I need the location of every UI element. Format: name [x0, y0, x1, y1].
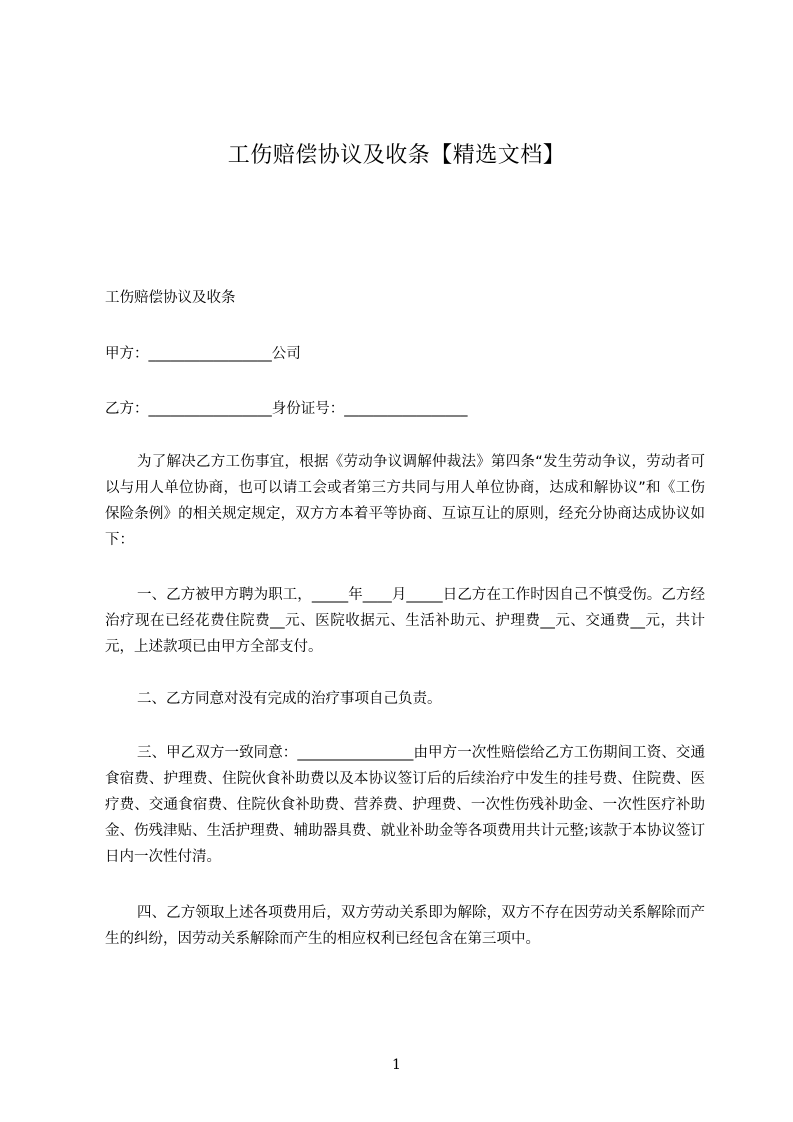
document-title: 工伤赔偿协议及收条【精选文档】 [227, 143, 566, 168]
clause-4-paragraph: 四、乙方领取上述各项费用后，双方劳动关系即为解除，双方不存在因劳动关系解除而产生的纠纷，因劳动关系解除而产生的相应权利已经包含在第三项中。 [105, 905, 705, 947]
party-b-line: 乙方：_________________身份证号：_________________ [105, 401, 468, 417]
page-number: 1 [392, 1057, 401, 1073]
clause-3-paragraph: 三、甲乙双方一致同意：________________由甲方一次性赔偿给乙方工伤期间工资、交通食宿费、护理费、住院伙食补助费以及本协议签订后的后续治疗中发生的挂号费、住院费、医疗费、交通食宿费、住院伙食补助费、营养费、护理费、一次性伤残补助金、一次性医疗补助金、伤残津贴、生活护理费、辅助器具费、就业补助金等各项费用共计元整;该款于本协议签订日内一次性付清。 [105, 745, 705, 865]
section-heading: 工伤赔偿协议及收条 [105, 290, 236, 306]
party-a-line: 甲方：_________________公司 [105, 346, 301, 362]
preamble-paragraph: 为了解决乙方工伤事宜，根据《劳动争议调解仲裁法》第四条“发生劳动争议，劳动者可以与用人单位协商，也可以请工会或者第三方共同与用人单位协商，达成和解协议”和《工伤保险条例》的相关规定规定，双方方本着平等协商、互谅互让的原则，经充分协商达成协议如下： [105, 454, 705, 548]
clause-2-paragraph: 二、乙方同意对没有完成的治疗事项自己负责。 [137, 691, 442, 707]
clause-1-paragraph: 一、乙方被甲方聘为职工，_____年____月_____日乙方在工作时因自己不慎受伤。乙方经治疗现在已经花费住院费__元、医院收据元、生活补助元、护理费__元、交通费__元，共计元，上述款项已由甲方全部支付。 [105, 587, 705, 655]
